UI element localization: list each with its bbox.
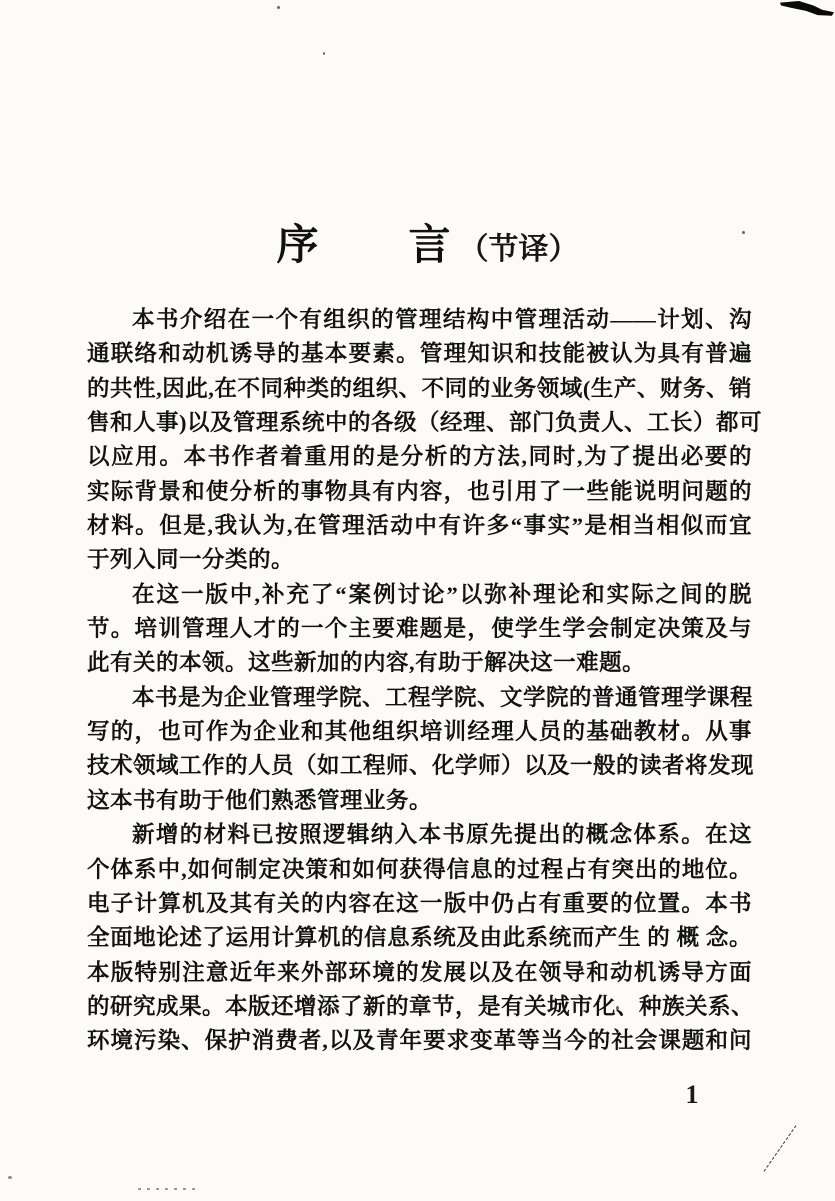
paragraph: [87, 303, 762, 578]
text-line: 本版特别注意近年来外部环境的发展以及在领导和动机诱导方面: [87, 959, 752, 985]
text-line: 售和人事)以及管理系统中的各级（经理、部门负责人、工长）都可: [87, 410, 762, 436]
page-number: 1: [685, 1080, 699, 1109]
dust-speck-row: [138, 1188, 198, 1190]
text-line: 环境污染、保护消费者,以及青年要求变革等当今的社会课题和问: [87, 1028, 752, 1054]
paragraph: [87, 578, 752, 681]
title-subtitle: （节译）: [458, 233, 579, 266]
text-line: 电子计算机及其有关的内容在这一版中仍占有重要的位置。本书: [87, 890, 752, 916]
paragraph: [87, 681, 755, 818]
text-line: 个体系中,如何制定决策和如何获得信息的过程占有突出的地位。: [87, 856, 752, 882]
text-line: 的研究成果。本版还增添了新的章节，是有关城市化、种族关系、: [87, 993, 755, 1019]
text-line: 这本书有助于他们熟悉管理业务。: [87, 787, 433, 813]
text-line: 技术领域工作的人员（如工程师、化学师）以及一般的读者将发现: [87, 753, 755, 779]
text-line: 本书是为企业管理学院、工程学院、文学院的普通管理学课程: [132, 684, 754, 710]
text-line: 全面地论述了运用计算机的信息系统及由此系统而产生 的 概 念。: [87, 925, 752, 951]
text-line: 以应用。本书作者着重用的是分析的方法,同时,为了提出必要的: [87, 444, 752, 470]
text-line: 于列入同一分类的。: [87, 547, 295, 573]
text-line: 新增的材料已按照逻辑纳入本书原先提出的概念体系。在这: [132, 822, 752, 848]
ink-streak-artifact: [780, 1, 834, 17]
dust-speck: [277, 6, 280, 9]
dust-speck: [323, 52, 325, 55]
text-line: 实际背景和使分析的事物具有内容，也引用了一些能说明问题的: [87, 478, 752, 504]
title-main: 序 言: [276, 223, 453, 269]
paragraph: [87, 818, 755, 1058]
page-title: [10, 212, 835, 272]
text-line: 在这一版中,补充了“案例讨论”以弥补理论和实际之间的脱: [132, 581, 752, 607]
text-line: 材料。但是,我认为,在管理活动中有许多“事实”是相当相似而宜: [87, 513, 752, 539]
text-line: 的共性,因此,在不同种类的组织、不同的业务领域(生产、财务、销: [87, 375, 752, 401]
dust-speck: [8, 1176, 12, 1179]
scratch-mark-artifact: [764, 1125, 797, 1171]
text-line: 节。培训管理人才的一个主要难题是，使学生学会制定决策及与: [87, 616, 752, 642]
text-line: 本书介绍在一个有组织的管理结构中管理活动——计划、沟: [132, 307, 752, 332]
body-text: [87, 303, 762, 1059]
text-line: 写的，也可作为企业和其他组织培训经理人员的基础教材。从事: [87, 719, 752, 745]
text-line: 通联络和动机诱导的基本要素。管理知识和技能被认为具有普遍: [87, 341, 752, 367]
text-line: 此有关的本领。这些新加的内容,有助于解决这一难题。: [87, 650, 646, 676]
